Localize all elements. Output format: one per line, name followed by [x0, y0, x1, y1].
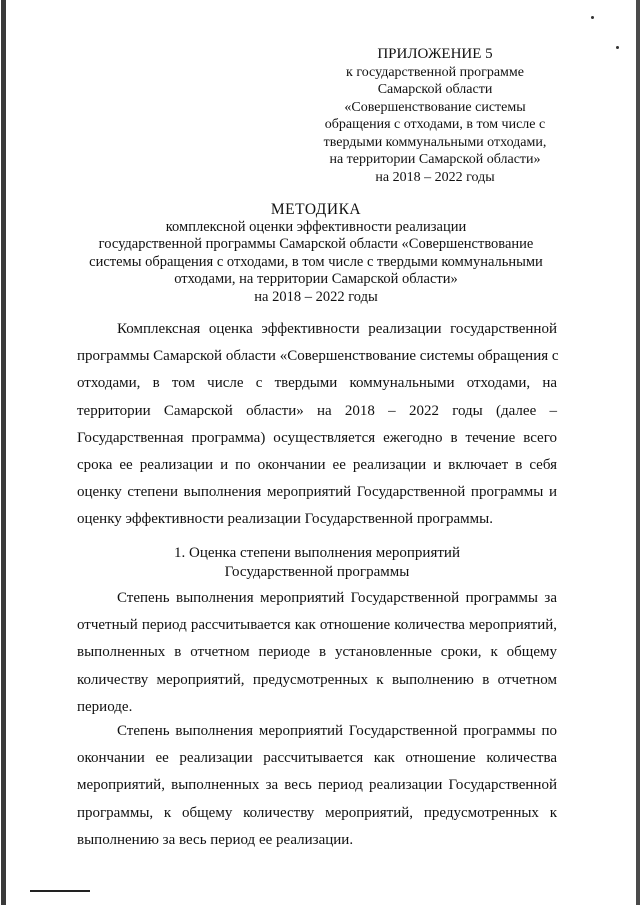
text-line: периоде.	[77, 698, 133, 715]
scan-speck	[616, 46, 619, 49]
document-heading	[60, 201, 572, 306]
appendix-line: к государственной программе	[346, 64, 524, 80]
text-line: выполненных в отчетном периоде в установленные сроки, к общему	[77, 644, 557, 661]
section-title: Государственной программы	[224, 564, 410, 580]
appendix-line: «Совершенствование системы	[344, 99, 526, 115]
heading-line: на 2018 – 2022 годы	[254, 288, 378, 305]
scan-edge-left	[1, 0, 6, 905]
text-line: территории Самарской области» на 2018 – 2022 годы (далее –	[77, 402, 557, 419]
text-line: отчетный период рассчитывается как отношение количества мероприятий,	[77, 617, 557, 634]
appendix-line: обращения с отходами, в том числе с	[324, 117, 546, 132]
text-line: количеству мероприятий, предусмотренных к выполнению в отчетном	[77, 671, 557, 688]
heading-line: отходами, на территории Самарской области»	[174, 271, 458, 287]
paragraph-period	[77, 585, 557, 721]
text-line: оценку степени выполнения мероприятий Государственной программы и	[77, 484, 557, 501]
text-line: Степень выполнения мероприятий Государственной программы по	[117, 723, 557, 739]
text-line: выполнению за весь период ее реализации.	[77, 831, 354, 848]
appendix-line: на территории Самарской области»	[329, 152, 541, 167]
text-line: отходами, в том числе с твердыми коммунальными отходами, на	[77, 375, 557, 392]
text-line: Комплексная оценка эффективности реализации государственной	[117, 321, 557, 337]
heading-title: МЕТОДИКА	[270, 201, 362, 218]
appendix-line: Самарской области	[377, 82, 493, 97]
scan-mark-bottom	[30, 890, 90, 892]
heading-line: системы обращения с отходами, в том числе с твердыми коммунальными	[89, 253, 543, 270]
text-line: программы Самарской области «Совершенствование системы обращения с	[77, 348, 559, 365]
text-line: оценку эффективности реализации Государственной программы.	[77, 511, 493, 528]
appendix-line: на 2018 – 2022 годы	[375, 169, 495, 185]
appendix-line: твердыми коммунальными отходами,	[323, 134, 547, 150]
text-line: программы, к общему количеству мероприятий, предусмотренных к	[77, 804, 557, 821]
text-line: срока ее реализации и по окончании ее реализации и включает в себя	[77, 457, 557, 474]
section-heading	[77, 544, 557, 582]
section-title: 1. Оценка степени выполнения мероприятий	[174, 545, 460, 561]
heading-line: государственной программы Самарской области «Совершенствование	[98, 236, 534, 252]
heading-line: комплексной оценки эффективности реализации	[165, 218, 467, 235]
paragraph-intro	[77, 316, 557, 534]
paragraph-completion	[77, 718, 557, 854]
appendix-header	[300, 46, 570, 186]
text-line: Степень выполнения мероприятий Государственной программы за	[117, 590, 557, 606]
text-line: мероприятий, выполненных за весь период реализации Государственной	[77, 777, 557, 794]
scan-speck	[591, 16, 594, 19]
text-line: Государственная программа) осуществляется ежегодно в течение всего	[77, 429, 557, 446]
scan-edge-right	[636, 0, 640, 905]
text-line: окончании ее реализации рассчитывается как отношение количества	[77, 750, 557, 767]
appendix-title: ПРИЛОЖЕНИЕ 5	[377, 46, 493, 62]
